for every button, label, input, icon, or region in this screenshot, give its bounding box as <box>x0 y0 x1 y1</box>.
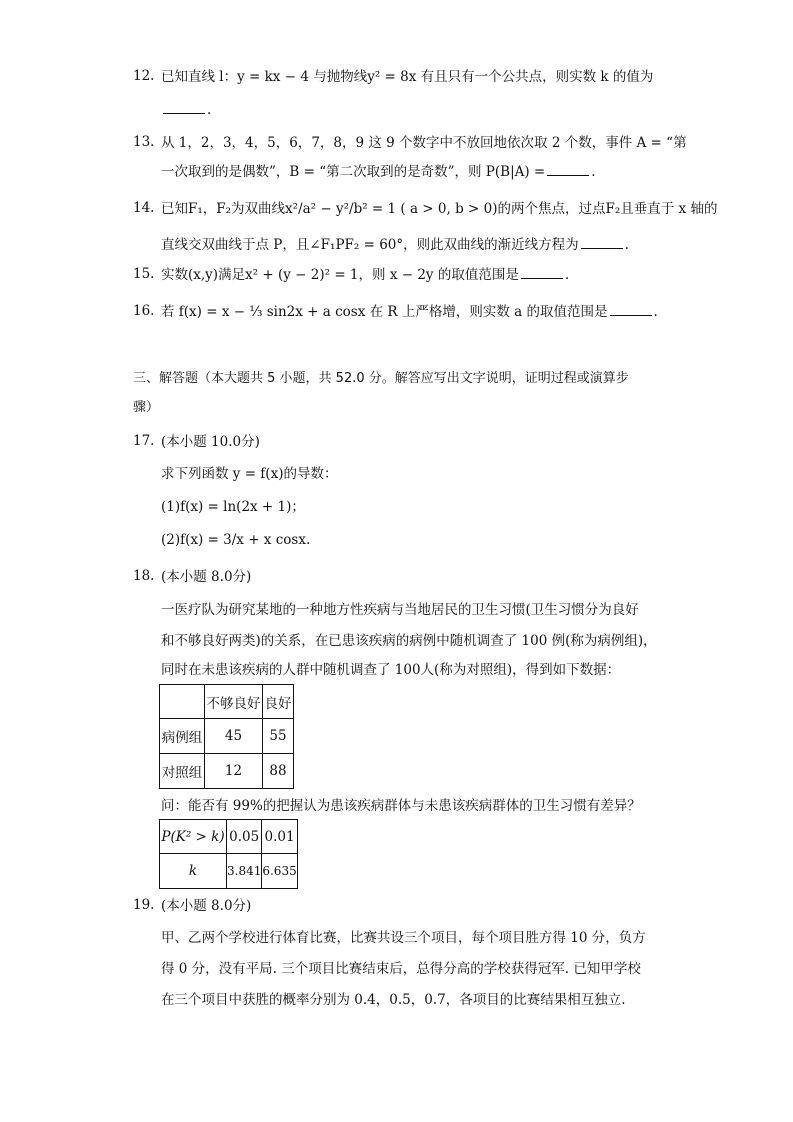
period: . <box>624 237 629 253</box>
table-cell: 3.841 <box>227 854 262 889</box>
table-row-label: 病例组 <box>160 719 205 754</box>
question-number: 18. <box>133 568 155 584</box>
period: . <box>564 267 570 283</box>
table-header-cell: 不够良好 <box>205 685 263 719</box>
question-15-text: 实数(x,y)满足x² + (y − 2)² = 1，则 x − 2y 的取值范围是 <box>161 267 519 283</box>
table-row-label: k <box>160 854 227 889</box>
table-row-label: P(K² > k) <box>160 820 227 854</box>
table-header-cell: 良好 <box>263 685 294 719</box>
period: . <box>591 164 596 180</box>
question-17-line-2: (1)f(x) = ln(2x + 1)； <box>161 499 305 515</box>
answer-blank <box>610 303 652 316</box>
section-heading-cont: 骤） <box>133 400 160 415</box>
answer-blank <box>163 101 205 114</box>
table-cell: 6.635 <box>262 854 297 889</box>
question-18-question: 问：能否有 99%的把握认为患该疾病群体与未患该疾病群体的卫生习惯有差异？ <box>161 798 641 814</box>
question-18-header: (本小题 8.0分) <box>161 569 252 585</box>
period: . <box>653 304 658 320</box>
period: . <box>207 102 212 118</box>
critical-value-table <box>159 819 298 889</box>
question-12-answer-line <box>161 101 211 119</box>
question-14-line-2 <box>161 236 629 254</box>
question-number: 16. <box>133 303 155 319</box>
question-number: 15. <box>133 266 155 282</box>
question-number: 14. <box>133 200 155 216</box>
question-17-header: (本小题 10.0分) <box>161 434 260 450</box>
question-19-line-1: 甲、乙两个学校进行体育比赛，比赛共设三个项目，每个项目胜方得 10 分，负方 <box>161 930 646 946</box>
question-19-line-3: 在三个项目中获胜的概率分别为 0.4，0.5，0.7，各项目的比赛结果相互独立. <box>161 992 626 1008</box>
table-row-label: 对照组 <box>160 754 205 789</box>
question-number: 13. <box>133 134 155 150</box>
question-number: 17. <box>133 433 155 449</box>
section-heading: 三、解答题（本大题共 5 小题，共 52.0 分。解答应写出文字说明，证明过程或演算步 <box>133 371 629 386</box>
table-cell: 0.05 <box>227 820 262 854</box>
question-13-line-1: 从 1，2，3，4，5，6，7，8，9 这 9 个数字中不放回地依次取 2 个数，事件 A = “第 <box>161 135 687 151</box>
table-cell: 88 <box>263 754 294 789</box>
table-header-empty <box>160 685 205 719</box>
answer-blank <box>547 163 589 176</box>
question-number: 19. <box>133 897 155 913</box>
question-12-line-1: 已知直线 l：y = kx − 4 与抛物线y² = 8x 有且只有一个公共点，则实数 k 的值为 <box>161 69 654 85</box>
question-14-text: 直线交双曲线于点 P，且∠F₁PF₂ = 60°，则此双曲线的渐近线方程为 <box>161 237 579 253</box>
answer-blank <box>581 236 623 249</box>
question-18-line-2: 和不够良好两类)的关系，在已患该疾病的病例中随机调查了 100 例(称为病例组)， <box>161 633 657 649</box>
question-17-line-3: (2)f(x) = 3/x + x cosx. <box>161 532 311 548</box>
table-cell: 12 <box>205 754 263 789</box>
question-16-line <box>161 303 658 321</box>
question-14-line-1: 已知F₁，F₂为双曲线x²/a² − y²/b² = 1 ( a > 0, b > 0)的两个焦点，过点F₂且垂直于 x 轴的 <box>161 201 718 217</box>
question-13-text: 一次取到的是偶数”，B = “第二次取到的是奇数”，则 P(B|A) = <box>161 164 546 180</box>
question-19-line-2: 得 0 分，没有平局. 三个项目比赛结束后，总得分高的学校获得冠军. 已知甲学校 <box>161 961 641 977</box>
question-13-line-2 <box>161 163 596 181</box>
question-15-line <box>161 266 569 284</box>
survey-data-table <box>159 684 294 789</box>
question-19-header: (本小题 8.0分) <box>161 898 252 914</box>
question-18-line-3: 同时在未患该疾病的人群中随机调查了 100人(称为对照组)，得到如下数据： <box>161 662 621 678</box>
answer-blank <box>521 266 563 279</box>
table-cell: 55 <box>263 719 294 754</box>
question-16-text: 若 f(x) = x − ⅓ sin2x + a cosx 在 R 上严格增，则实数 a 的取值范围是 <box>161 304 608 320</box>
question-17-line-1: 求下列函数 y = f(x)的导数： <box>161 466 338 482</box>
table-cell: 45 <box>205 719 263 754</box>
question-number: 12. <box>133 68 155 84</box>
question-18-line-1: 一医疗队为研究某地的一种地方性疾病与当地居民的卫生习惯(卫生习惯分为良好 <box>161 602 639 618</box>
table-cell: 0.01 <box>262 820 297 854</box>
